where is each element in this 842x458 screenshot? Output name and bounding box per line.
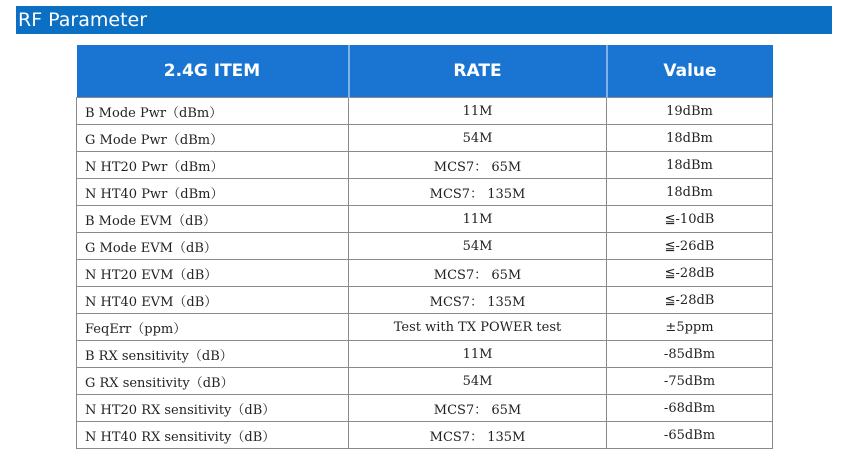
section-title: RF Parameter [18,9,148,31]
item-cell: B RX sensitivity（dB） [77,341,349,368]
value-cell: 18dBm [607,125,773,152]
value-cell: ≦-26dB [607,233,773,260]
item-cell: N HT20 RX sensitivity（dB） [77,395,349,422]
value-cell: 18dBm [607,179,773,206]
rate-cell: 11M [349,98,607,125]
value-cell: ±5ppm [607,314,773,341]
rate-cell: MCS7： 65M [349,152,607,179]
value-cell: 19dBm [607,98,773,125]
value-cell: -85dBm [607,341,773,368]
table-row [77,125,773,152]
value-cell: ≦-10dB [607,206,773,233]
table-row [77,368,773,395]
item-cell: B Mode EVM（dB） [77,206,349,233]
item-cell: B Mode Pwr（dBm） [77,98,349,125]
header-item: 2.4G ITEM [77,45,349,98]
rate-cell: 11M [349,206,607,233]
value-cell: -65dBm [607,422,773,449]
table-row [77,422,773,449]
rate-cell: Test with TX POWER test [349,314,607,341]
header-rate: RATE [349,45,607,98]
table-row [77,233,773,260]
value-cell: ≦-28dB [607,260,773,287]
table-row [77,341,773,368]
item-cell: N HT40 EVM（dB） [77,287,349,314]
table-row [77,314,773,341]
rf-parameter-table [76,45,773,449]
rate-cell: 54M [349,125,607,152]
value-cell: -68dBm [607,395,773,422]
table-row [77,287,773,314]
item-cell: FeqErr（ppm） [77,314,349,341]
header-row [77,45,773,98]
value-cell: 18dBm [607,152,773,179]
rate-cell: MCS7： 135M [349,179,607,206]
header-value: Value [607,45,773,98]
rate-cell: MCS7： 65M [349,395,607,422]
rate-cell: 54M [349,368,607,395]
table-header [77,45,773,98]
item-cell: N HT40 RX sensitivity（dB） [77,422,349,449]
item-cell: N HT20 Pwr（dBm） [77,152,349,179]
value-cell: -75dBm [607,368,773,395]
item-cell: G Mode Pwr（dBm） [77,125,349,152]
item-cell: N HT20 EVM（dB） [77,260,349,287]
rate-cell: MCS7： 135M [349,422,607,449]
item-cell: G RX sensitivity（dB） [77,368,349,395]
rate-cell: 11M [349,341,607,368]
rate-cell: 54M [349,233,607,260]
rate-cell: MCS7： 135M [349,287,607,314]
item-cell: G Mode EVM（dB） [77,233,349,260]
table-row [77,98,773,125]
table-row [77,395,773,422]
table-row [77,206,773,233]
table-body [77,98,773,449]
section-header-bar [16,6,832,34]
rate-cell: MCS7： 65M [349,260,607,287]
table-row [77,152,773,179]
table-row [77,179,773,206]
item-cell: N HT40 Pwr（dBm） [77,179,349,206]
value-cell: ≦-28dB [607,287,773,314]
table-row [77,260,773,287]
